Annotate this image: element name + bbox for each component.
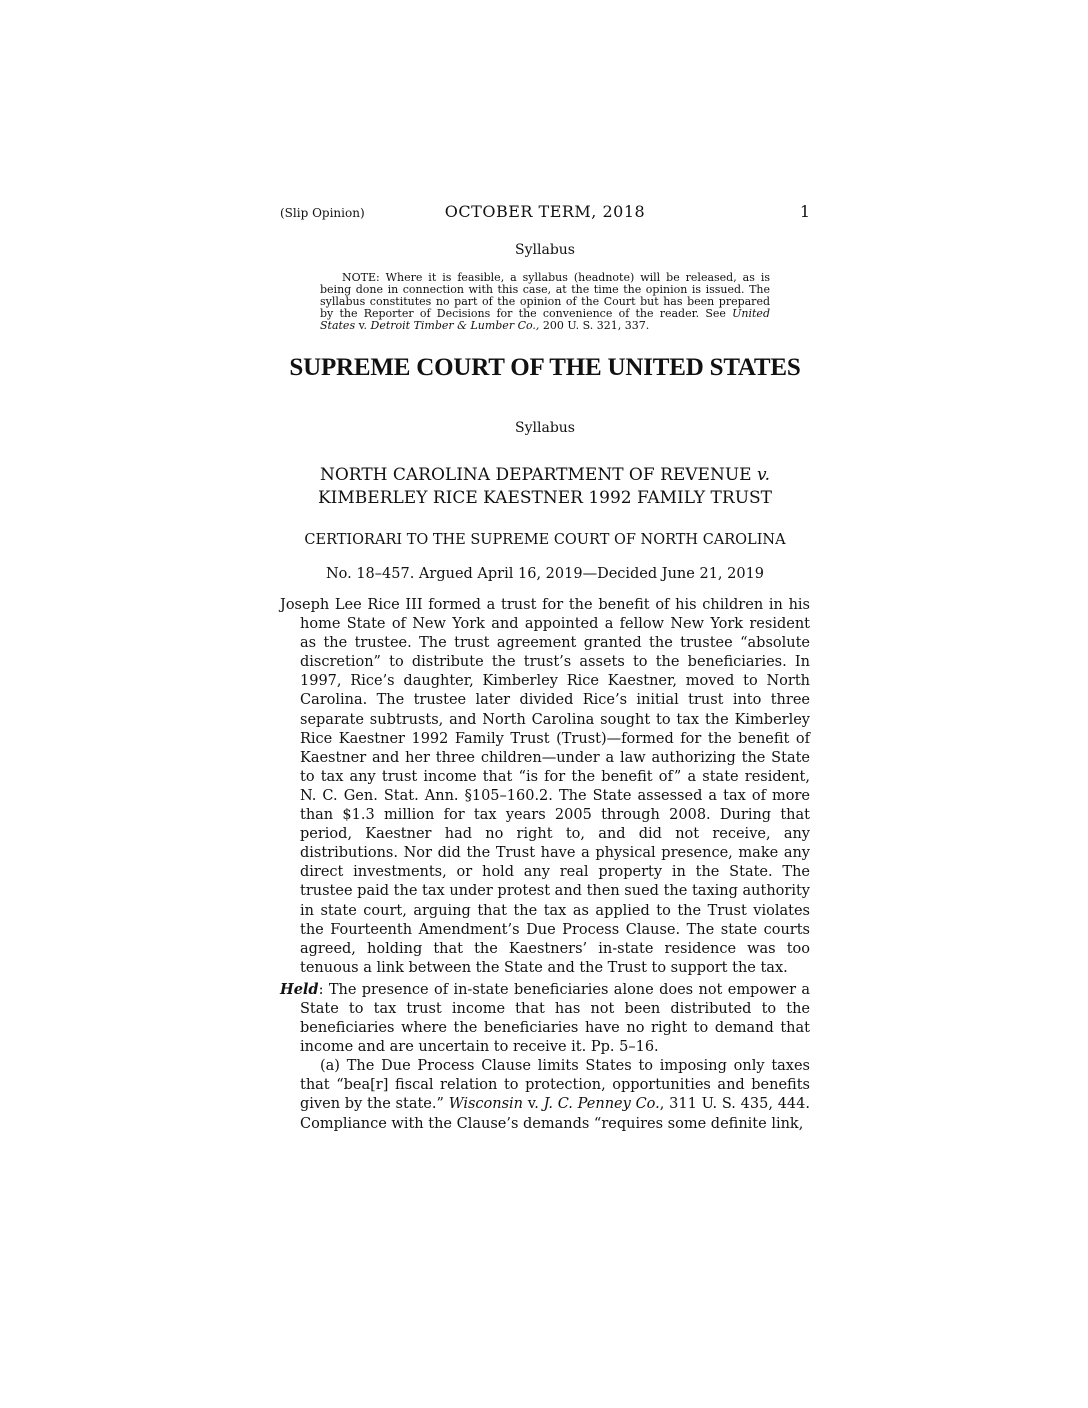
note-cite: 200 U. S. 321, 337. [539, 319, 650, 332]
syllabus-note [320, 272, 770, 332]
case-line-1 [280, 464, 810, 487]
syllabus-heading: Syllabus [515, 242, 575, 258]
held-paragraph [280, 980, 810, 1057]
syllabus-heading-2: Syllabus [515, 420, 575, 436]
point-a-case-2: J. C. Penney Co. [543, 1096, 660, 1113]
point-a-text: (a) The Due Process Clause limits States to imposing only taxes that “bea[r] fiscal relation to protection, opportunities and benefits given by the state.” [300, 1058, 810, 1113]
running-header [280, 196, 810, 226]
page-number: 1 [799, 202, 810, 221]
document-page [280, 196, 810, 1134]
note-case-a: United States [320, 307, 770, 332]
point-a-v: v. [523, 1096, 544, 1113]
court-title: SUPREME COURT OF THE UNITED STATES [289, 354, 801, 381]
docket-line: No. 18–457. Argued April 16, 2019—Decided June 21, 2019 [325, 566, 765, 582]
point-a-cite: , 311 U. S. 435, 444. Compliance with the Clause’s demands “requires some definite link, [300, 1096, 810, 1132]
slip-opinion-label: (Slip Opinion) [280, 206, 365, 220]
note-v: v. [355, 319, 371, 332]
versus: v. [756, 465, 770, 485]
point-a-paragraph [280, 1057, 810, 1133]
point-a-case-1: Wisconsin [448, 1096, 524, 1113]
note-case-b: Detroit Timber & Lumber Co., [370, 319, 540, 332]
petitioner: NORTH CAROLINA DEPARTMENT OF REVENUE [320, 465, 757, 485]
held-label: Held [280, 980, 319, 998]
certiorari-line: CERTIORARI TO THE SUPREME COURT OF NORTH CAROLINA [304, 532, 786, 548]
held-text: : The presence of in-state beneficiaries alone does not empower a State to tax trust income that has not been distributed to the beneficiaries where the beneficiaries have no right to demand that income and are uncertain to receive it. Pp. 5–16. [300, 981, 810, 1056]
respondent: KIMBERLEY RICE KAESTNER 1992 FAMILY TRUST [317, 488, 773, 508]
facts-paragraph: Joseph Lee Rice III formed a trust for the benefit of his children in his home State of New York and appointed a fellow New York resident as the trustee. The trust agreement granted the trustee “absolute discretion” to distribute the trust’s assets to the beneficiaries. In 1997, Rice’s daughter, Kimberley Rice Kaestner, moved to North Carolina. The trustee later divided Rice’s initial trust into three separate subtrusts, and North Carolina sought to tax the Kimberley Rice Kaestner 1992 Family Trust (Trust)—formed for the benefit of Kaestner and her three children—under a law authorizing the State to tax any trust income that “is for the benefit of” a state resident, N. C. Gen. Stat. Ann. §105–160.2. The State assessed a tax of more than $1.3 million for tax years 2005 through 2008. During that period, Kaestner had no right to, and did not receive, any distributions. Nor did the Trust have a physical presence, make any direct investments, or hold any real property in the State. The trustee paid the tax under protest and then sued the taxing authority in state court, arguing that the tax as applied to the Trust violates the Fourteenth Amendment’s Due Process Clause. The state courts agreed, holding that the Kaestners’ in-state residence was too tenuous a link between the State and the Trust to support the tax. [280, 597, 810, 976]
case-caption [280, 464, 810, 510]
term-label: OCTOBER TERM, 2018 [444, 202, 646, 221]
note-text: NOTE: Where it is feasible, a syllabus (headnote) will be released, as is being done in connection with this case, at the time the opinion is issued. The syllabus constitutes no part of the opinion of the Court but has been prepared by the Reporter of Decisions for the convenience of the reader. See [320, 271, 770, 320]
